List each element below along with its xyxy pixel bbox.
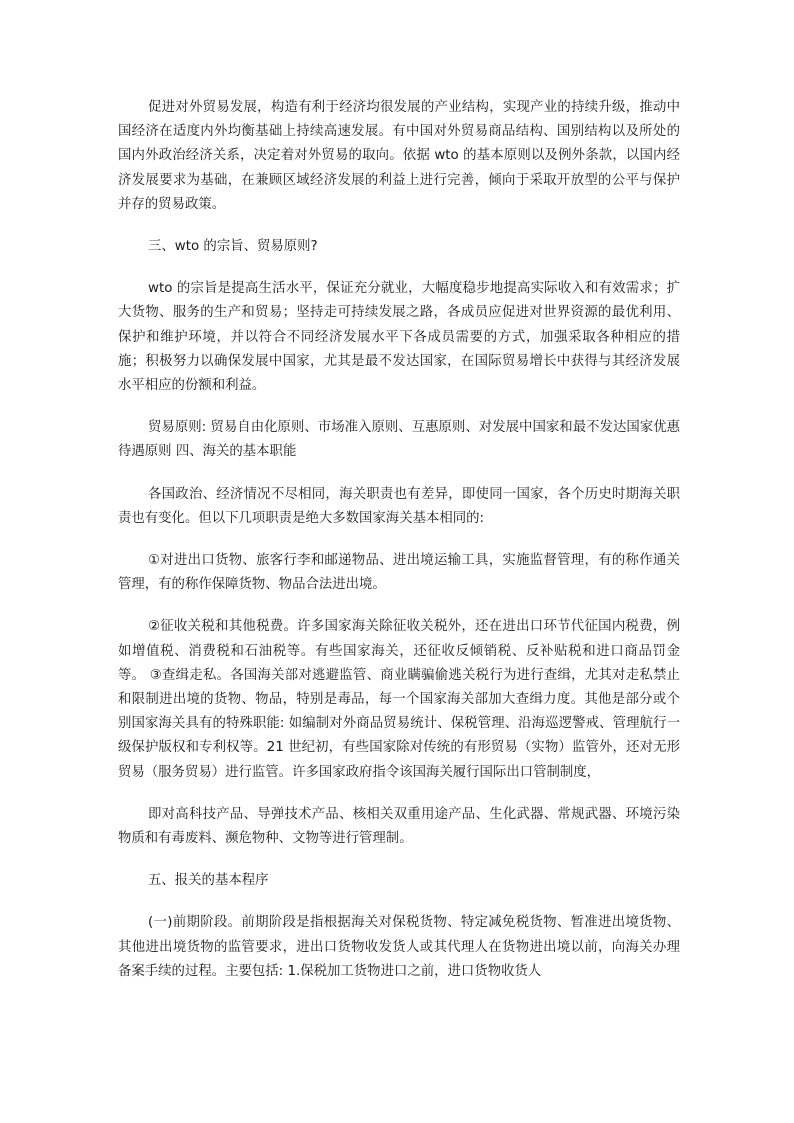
paragraph-customs-duties-intro: 各国政治、经济情况不尽相同，海关职责也有差异，即使同一国家，各个历史时期海关职责也有变化。但以下几项职责是绝大多数国家海关基本相同的: (118, 486, 680, 526)
paragraph-trade-policy: 促进对外贸易发展，构造有利于经济均很发展的产业结构，实现产业的持续升级，推动中国经济在适度内外均衡基础上持续高速发展。有中国对外贸易商品结构、国别结构以及所处的国内外政治经济关系，决定着对外贸易的取向。依据 wto 的基本原则以及例外条款，以国内经济发展要求为基础，在兼顾区域经济发展的利益上进行完善，倾向于采取开放型的公平与保护并存的贸易政策。 (118, 100, 680, 212)
paragraph-pre-stage: (一)前期阶段。前期阶段是指根据海关对保税货物、特定减免税货物、暂准进出境货物、其他进出境货物的监管要求，进出口货物收发货人或其代理人在货物进出境以前，向海关办理备案手续的过程。主要包括: 1.保税加工货物进口之前，进口货物收货人 (118, 915, 680, 979)
document-body (118, 96, 680, 984)
paragraph-trade-principles: 贸易原则: 贸易自由化原则、市场准入原则、互惠原则、对发展中国家和最不发达国家优惠待遇原则 四、海关的基本职能 (118, 420, 680, 460)
heading-declaration-procedure: 五、报关的基本程序 (148, 873, 269, 889)
paragraph-customs-duty-2-3: ②征收关税和其他税费。许多国家海关除征收关税外，还在进出口环节代征国内税费，例如增值税、消费税和石油税等。有些国家海关，还征收反倾销税、反补贴税和进口商品罚金等。 ③查缉走私。各国海关部对逃避监管、商业瞒骗偷逃关税行为进行查缉，尤其对走私禁止和限制进出境的货物、物品，特别是毒品，每一个国家海关部加大查缉力度。其他是部分或个别国家海关具有的特殊职能: 如编制对外商品贸易统计、保税管理、沿海巡逻警戒、管理航行一级保护版权和专利权等。21 世纪初，有些国家除对传统的有形贸易（实物）监管外，还对无形贸易（服务贸易）进行监管。许多国家政府指令该国海关履行国际出口管制制度， (118, 619, 680, 780)
paragraph-customs-duty-1: ①对进出口货物、旅客行李和邮递物品、进出境运输工具，实施监督管理，有的称作通关管理，有的称作保障货物、物品合法进出境。 (118, 553, 680, 593)
paragraph-export-control: 即对高科技产品、导弹技术产品、核相关双重用途产品、生化武器、常规武器、环境污染物质和有毒废料、濒危物种、文物等进行管理制。 (118, 806, 680, 847)
heading-wto-purpose: 三、wto 的宗旨、贸易原则? (148, 239, 318, 255)
paragraph-wto-purpose: wto 的宗旨是提高生活水平，保证充分就业，大幅度稳步地提高实际收入和有效需求；扩大货物、服务的生产和贸易；坚持走可持续发展之路，各成员应促进对世界资源的最优利用、保护和维护环境，并以符合不同经济发展水平下各成员需要的方式，加强采取各种相应的措施；积极努力以确保发展中国家，尤其是最不发达国家，在国际贸易增长中获得与其经济发展水平相应的份额和利益。 (118, 281, 680, 394)
